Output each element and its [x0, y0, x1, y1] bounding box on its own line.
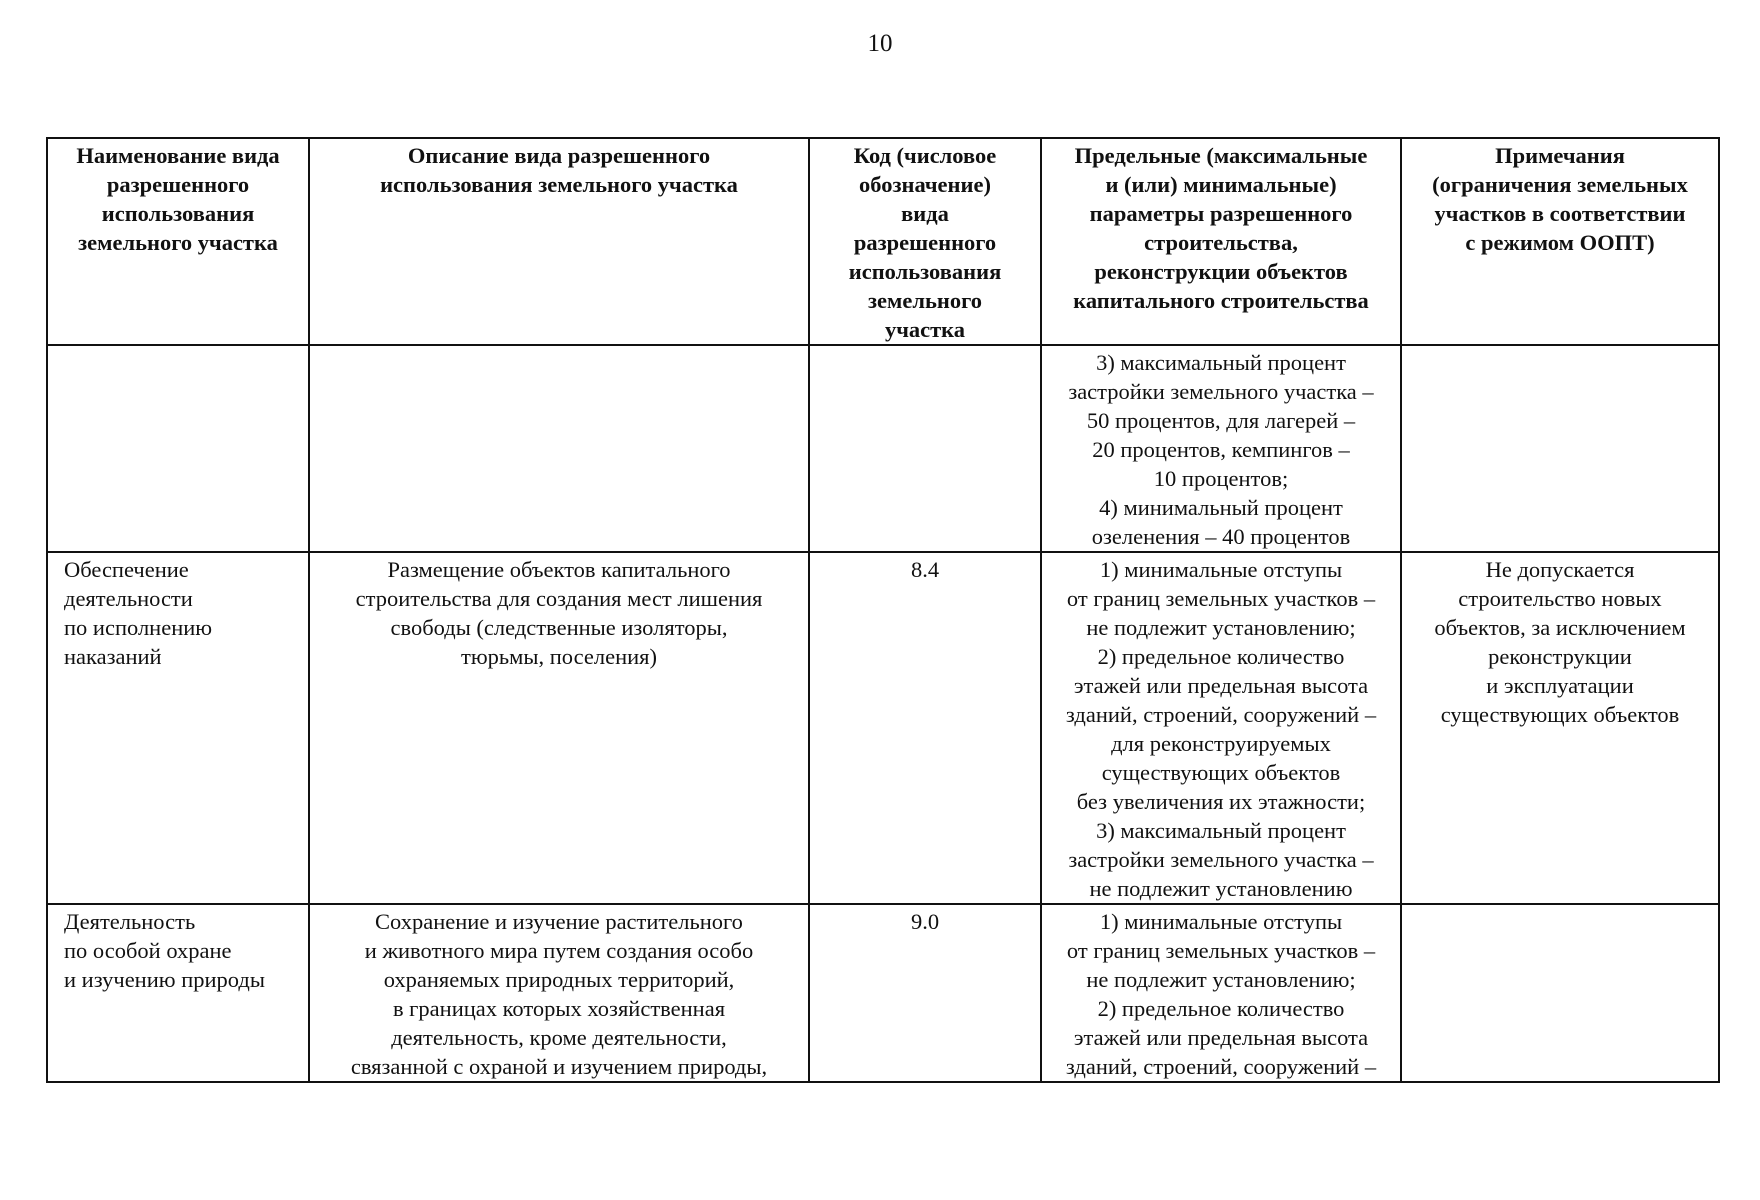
cell-text-line: обозначение): [859, 172, 991, 197]
cell-text-line: с режимом ООПТ): [1465, 230, 1655, 255]
cell-text-line: существующих объектов: [1101, 760, 1341, 785]
cell-text-line: вида: [901, 201, 949, 226]
cell-text-line: застройки земельного участка –: [1068, 847, 1374, 872]
cell-text-line: использования: [848, 259, 1002, 284]
cell-text-line: использования земельного участка: [380, 172, 738, 197]
table-row: [47, 345, 1719, 552]
land-use-table: [46, 137, 1720, 1083]
cell-text-line: Сохранение и изучение растительного: [375, 909, 743, 934]
cell-text-line: 1) минимальные отступы: [1099, 909, 1343, 934]
cell-text-line: и изучению природы: [64, 967, 265, 992]
cell-description: [309, 552, 809, 904]
cell-text-line: свободы (следственные изоляторы,: [390, 615, 728, 640]
header-notes-column: [1401, 138, 1719, 345]
header-description-column: [309, 138, 809, 345]
cell-text-line: не подлежит установлению: [1089, 876, 1353, 901]
table-row: [47, 904, 1719, 1082]
cell-text-line: и (или) минимальные): [1105, 172, 1337, 197]
cell-text-line: реконструкции объектов: [1094, 259, 1348, 284]
cell-text-line: 4) минимальный процент: [1099, 495, 1343, 520]
cell-text-line: этажей или предельная высота: [1073, 673, 1369, 698]
cell-text-line: Описание вида разрешенного: [407, 143, 711, 168]
cell-code: [809, 345, 1041, 552]
cell-text-line: участков в соответствии: [1434, 201, 1686, 226]
cell-text-line: деятельность, кроме деятельности,: [391, 1025, 727, 1050]
cell-text-line: этажей или предельная высота: [1073, 1025, 1369, 1050]
cell-text-line: Обеспечение: [64, 557, 189, 582]
cell-text-line: земельного: [868, 288, 982, 313]
cell-text-line: 2) предельное количество: [1097, 644, 1345, 669]
cell-text-line: зданий, строений, сооружений –: [1065, 702, 1377, 727]
cell-text-line: тюрьмы, поселения): [461, 644, 657, 669]
cell-text-line: по исполнению: [64, 615, 213, 640]
cell-text-line: (ограничения земельных: [1432, 172, 1688, 197]
header-name-column: [47, 138, 309, 345]
cell-text-line: 20 процентов, кемпингов –: [1092, 437, 1350, 462]
cell-code: [809, 552, 1041, 904]
table-header-row: [47, 138, 1719, 345]
header-code-column: [809, 138, 1041, 345]
cell-name: [47, 345, 309, 552]
cell-text-line: 3) максимальный процент: [1096, 350, 1346, 375]
cell-text-line: 50 процентов, для лагерей –: [1086, 408, 1356, 433]
cell-parameters: [1041, 345, 1401, 552]
cell-text-line: Размещение объектов капитального: [387, 557, 731, 582]
page-number: 10: [867, 30, 893, 57]
cell-text-line: Предельные (максимальные: [1074, 143, 1368, 168]
cell-text-line: без увеличения их этажности;: [1076, 789, 1366, 814]
cell-text-line: 1) минимальные отступы: [1099, 557, 1343, 582]
cell-text-line: строительство новых: [1458, 586, 1662, 611]
cell-notes: [1401, 345, 1719, 552]
cell-name: [47, 904, 309, 1082]
cell-text-line: реконструкции: [1488, 644, 1632, 669]
cell-text-line: объектов, за исключением: [1434, 615, 1686, 640]
cell-notes: [1401, 552, 1719, 904]
cell-parameters: [1041, 552, 1401, 904]
cell-text-line: Код (числовое: [853, 143, 997, 168]
cell-description: [309, 904, 809, 1082]
cell-text-line: не подлежит установлению;: [1086, 967, 1356, 992]
cell-text-line: капитального строительства: [1073, 288, 1369, 313]
cell-text-line: и эксплуатации: [1486, 673, 1634, 698]
cell-text-line: озеленения – 40 процентов: [1091, 524, 1351, 549]
cell-text-line: 3) максимальный процент: [1096, 818, 1346, 843]
cell-text-line: использования: [101, 201, 255, 226]
cell-text-line: от границ земельных участков –: [1066, 586, 1376, 611]
cell-text-line: связанной с охраной и изучением природы,: [350, 1054, 768, 1079]
cell-text-line: параметры разрешенного: [1089, 201, 1353, 226]
cell-text-line: 10 процентов;: [1153, 466, 1289, 491]
cell-text-line: строительства для создания мест лишения: [355, 586, 763, 611]
cell-text-line: по особой охране: [64, 938, 232, 963]
cell-text-line: разрешенного: [106, 172, 250, 197]
cell-text-line: 8.4: [910, 557, 940, 582]
cell-notes: [1401, 904, 1719, 1082]
cell-parameters: [1041, 904, 1401, 1082]
cell-text-line: Примечания: [1495, 143, 1625, 168]
cell-name: [47, 552, 309, 904]
cell-text-line: для реконструируемых: [1111, 731, 1331, 756]
table-row: [47, 552, 1719, 904]
cell-text-line: 9.0: [910, 909, 940, 934]
cell-text-line: Деятельность: [64, 909, 196, 934]
cell-text-line: 2) предельное количество: [1097, 996, 1345, 1021]
cell-text-line: наказаний: [64, 644, 162, 669]
cell-text-line: земельного участка: [78, 230, 278, 255]
cell-text-line: участка: [884, 317, 966, 342]
cell-text-line: разрешенного: [853, 230, 997, 255]
cell-text-line: зданий, строений, сооружений –: [1065, 1054, 1377, 1079]
cell-description: [309, 345, 809, 552]
cell-text-line: существующих объектов: [1440, 702, 1680, 727]
cell-text-line: в границах которых хозяйственная: [392, 996, 726, 1021]
header-parameters-column: [1041, 138, 1401, 345]
cell-text-line: охраняемых природных территорий,: [383, 967, 735, 992]
cell-text-line: от границ земельных участков –: [1066, 938, 1376, 963]
cell-text-line: деятельности: [64, 586, 193, 611]
cell-text-line: и животного мира путем создания особо: [364, 938, 754, 963]
cell-text-line: не подлежит установлению;: [1086, 615, 1356, 640]
cell-text-line: строительства,: [1144, 230, 1298, 255]
cell-text-line: застройки земельного участка –: [1068, 379, 1374, 404]
cell-code: [809, 904, 1041, 1082]
cell-text-line: Наименование вида: [76, 143, 280, 168]
cell-text-line: Не допускается: [1485, 557, 1635, 582]
